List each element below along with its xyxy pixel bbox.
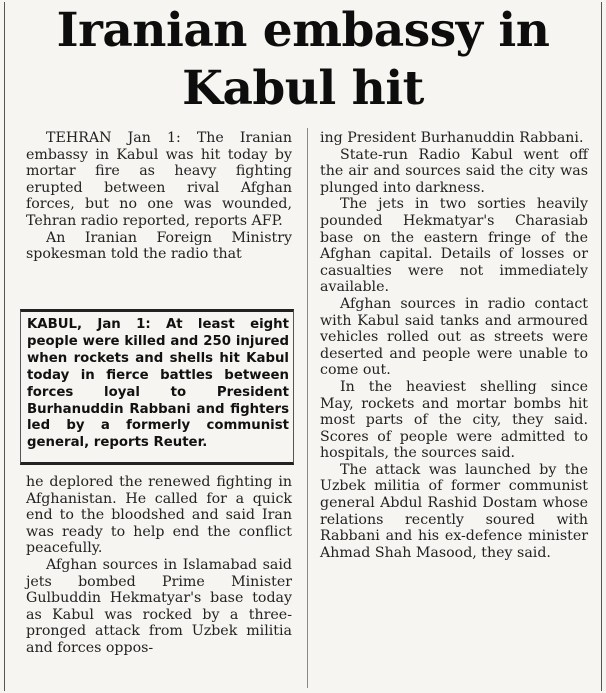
- paragraph: Afghan sources in radio contact with Kabul said tanks and armoured vehicles rolled out as streets were deserted and people were unable to come out.: [320, 295, 588, 379]
- paragraph: ing President Burhanuddin Rabbani.: [320, 130, 584, 146]
- paragraph: In the heaviest shelling since May, rockets and mortar bombs hit most parts of the city, they said. Scores of people were admitted to hospitals, the sources said.: [320, 378, 588, 462]
- paragraph: Afghan sources in Islamabad said jets bombed Prime Minister Gulbuddin Hekmatyar's base today as Kabul was rocked by a three-pronged attack from Uzbek militia and forces oppos-: [26, 556, 292, 656]
- headline: [0, 2, 606, 118]
- left-column-top: [26, 130, 292, 263]
- paragraph: The jets in two sorties heavily pounded Hekmatyar's Charasiab base on the eastern fringe of the Afghan capital. Details of losses or casualties were not immediately available.: [320, 196, 588, 296]
- paragraph: State-run Radio Kabul went off the air and sources said the city was plunged into darkness.: [320, 146, 588, 196]
- boxed-news-brief: KABUL, Jan 1: At least eight people were killed and 250 injured when rockets and shells hit Kabul today in fierce battles between forces loyal to President Burhanuddin Rabbani and fighters led by a formerly communist general, reports Reuter.: [20, 309, 294, 465]
- headline-line-1: Iranian embassy in: [56, 3, 550, 58]
- paragraph: The attack was launched by the Uzbek militia of former communist general Abdul Rashid Dostam whose relations recently soured with Rabbani and his ex-defence minister Ahmad Shah Masood, they said.: [320, 461, 588, 561]
- left-column-bottom: [26, 474, 292, 657]
- paragraph: TEHRAN Jan 1: The Iranian embassy in Kabul was hit today by mortar fire as heavy fighting erupted between rival Afghan forces, but no one was wounded, Tehran radio reported, reports AFP.: [26, 130, 292, 229]
- paragraph: he deplored the renewed fighting in Afghanistan. He called for a quick end to the bloodshed and said Iran was ready to help end the conflict peacefully.: [26, 474, 292, 557]
- headline-line-2: Kabul hit: [182, 61, 424, 116]
- paragraph: An Iranian Foreign Ministry spokesman told the radio that: [26, 229, 292, 263]
- column-divider: [307, 128, 308, 688]
- right-column: [320, 130, 588, 561]
